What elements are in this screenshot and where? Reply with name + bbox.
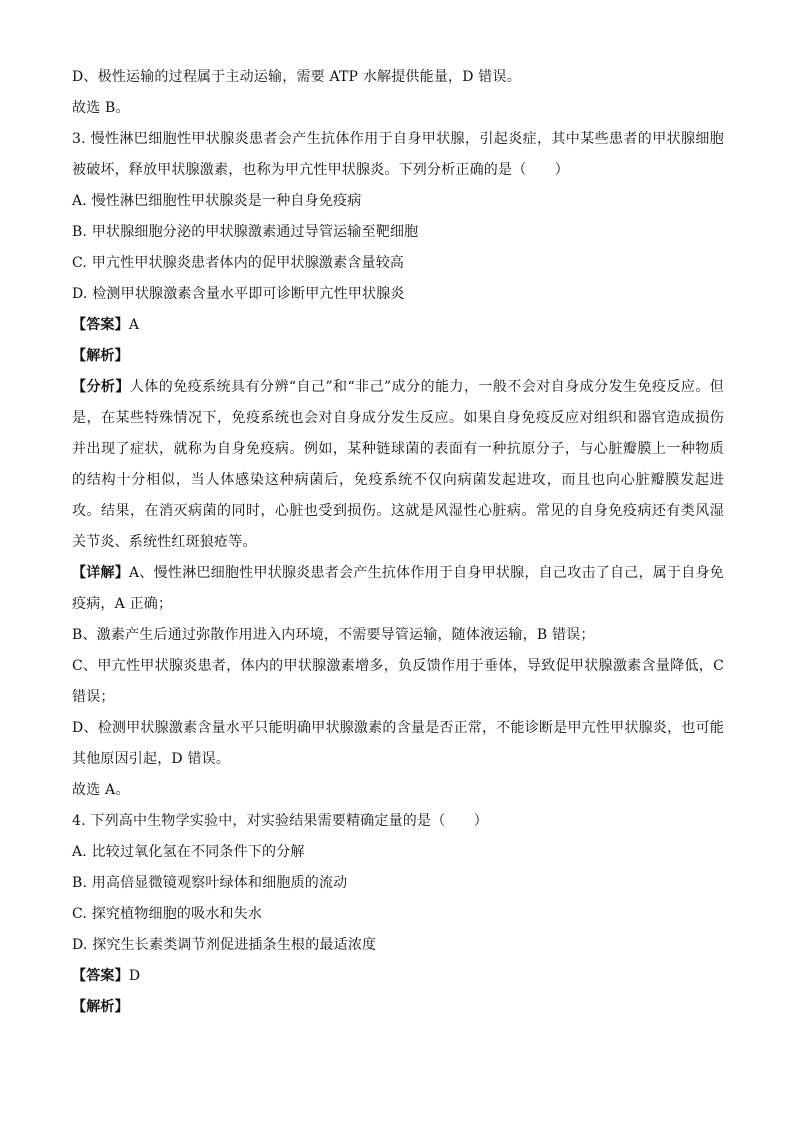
q4-option-c: C. 探究植物细胞的吸水和失水 bbox=[72, 906, 263, 922]
q3-fenxi bbox=[72, 372, 724, 558]
analysis-tag: 【解析】 bbox=[72, 999, 129, 1015]
q4-option-d: D. 探究生长素类调节剂促进插条生根的最适浓度 bbox=[72, 937, 377, 953]
q3-xiangjie-b: B、激素产生后通过弥散作用进入内环境，不需要导管运输，随体液运输，B 错误； bbox=[72, 627, 595, 643]
question-4-stem: 4. 下列高中生物学实验中，对实验结果需要精确定量的是（ ） bbox=[72, 813, 489, 829]
q3-option-b: B. 甲状腺细胞分泌的甲状腺激素通过导管运输至靶细胞 bbox=[72, 224, 419, 240]
q4-analysis-heading bbox=[72, 992, 724, 1023]
q3-choose: 故选 A。 bbox=[72, 782, 130, 798]
answer-tag: 【答案】 bbox=[72, 968, 129, 984]
q3-answer bbox=[72, 310, 724, 341]
q3-option-a: A. 慢性淋巴细胞性甲状腺炎是一种自身免疫病 bbox=[72, 193, 362, 209]
q3-option-c: C. 甲亢性甲状腺炎患者体内的促甲状腺激素含量较高 bbox=[72, 255, 405, 271]
q4-answer bbox=[72, 961, 724, 992]
document-page bbox=[72, 62, 724, 1023]
option-d-explanation: D、极性运输的过程属于主动运输，需要 ATP 水解提供能量，D 错误。 bbox=[72, 69, 521, 85]
answer-value: D bbox=[128, 968, 141, 984]
q3-xiangjie-d: D、检测甲状腺激素含量水平只能明确甲状腺激素的含量是否正常，不能诊断是甲亢性甲状腺炎，也可能其他原因引起，D 错误。 bbox=[72, 720, 724, 767]
fenxi-tag: 【分析】 bbox=[72, 379, 130, 395]
choose-b: 故选 B。 bbox=[72, 100, 130, 116]
q3-xiangjie-a bbox=[72, 558, 724, 620]
q4-option-b: B. 用高倍显微镜观察叶绿体和细胞质的流动 bbox=[72, 875, 348, 891]
analysis-tag: 【解析】 bbox=[72, 348, 129, 364]
q3-xiangjie-c: C、甲亢性甲状腺炎患者，体内的甲状腺激素增多，负反馈作用于垂体，导致促甲状腺激素含量降低，C 错误； bbox=[72, 658, 724, 705]
q3-option-d: D. 检测甲状腺激素含量水平即可诊断甲亢性甲状腺炎 bbox=[72, 286, 405, 302]
q3-analysis-heading bbox=[72, 341, 724, 372]
question-3-stem: 3. 慢性淋巴细胞性甲状腺炎患者会产生抗体作用于自身甲状腺，引起炎症，其中某些患者的甲状腺细胞被破坏，释放甲状腺激素，也称为甲亢性甲状腺炎。下列分析正确的是（ ） bbox=[72, 131, 724, 178]
xiangjie-tag: 【详解】 bbox=[72, 565, 130, 581]
fenxi-text: 人体的免疫系统具有分辨“自己”和“非己”成分的能力，一般不会对自身成分发生免疫反应。但是，在某些特殊情况下，免疫系统也会对自身成分发生反应。如果自身免疫反应对组织和器官造成损伤并出现了症状，就称为自身免疫病。例如，某种链球菌的表面有一种抗原分子，与心脏瓣膜上一种物质的结构十分相似，当人体感染这种病菌后，免疫系统不仅向病菌发起进攻，而且也向心脏瓣膜发起进攻。结果，在消灭病菌的同时，心脏也受到损伤。这就是风湿性心脏病。常见的自身免疫病还有类风湿关节炎、系统性红斑狼疮等。 bbox=[72, 379, 724, 550]
answer-tag: 【答案】 bbox=[72, 317, 129, 333]
xiangjie-a-text: A、慢性淋巴细胞性甲状腺炎患者会产生抗体作用于自身甲状腺，自己攻击了自己，属于自身免疫病，A 正确； bbox=[72, 565, 724, 612]
answer-value: A bbox=[128, 317, 140, 333]
q4-option-a: A. 比较过氧化氢在不同条件下的分解 bbox=[72, 844, 305, 860]
